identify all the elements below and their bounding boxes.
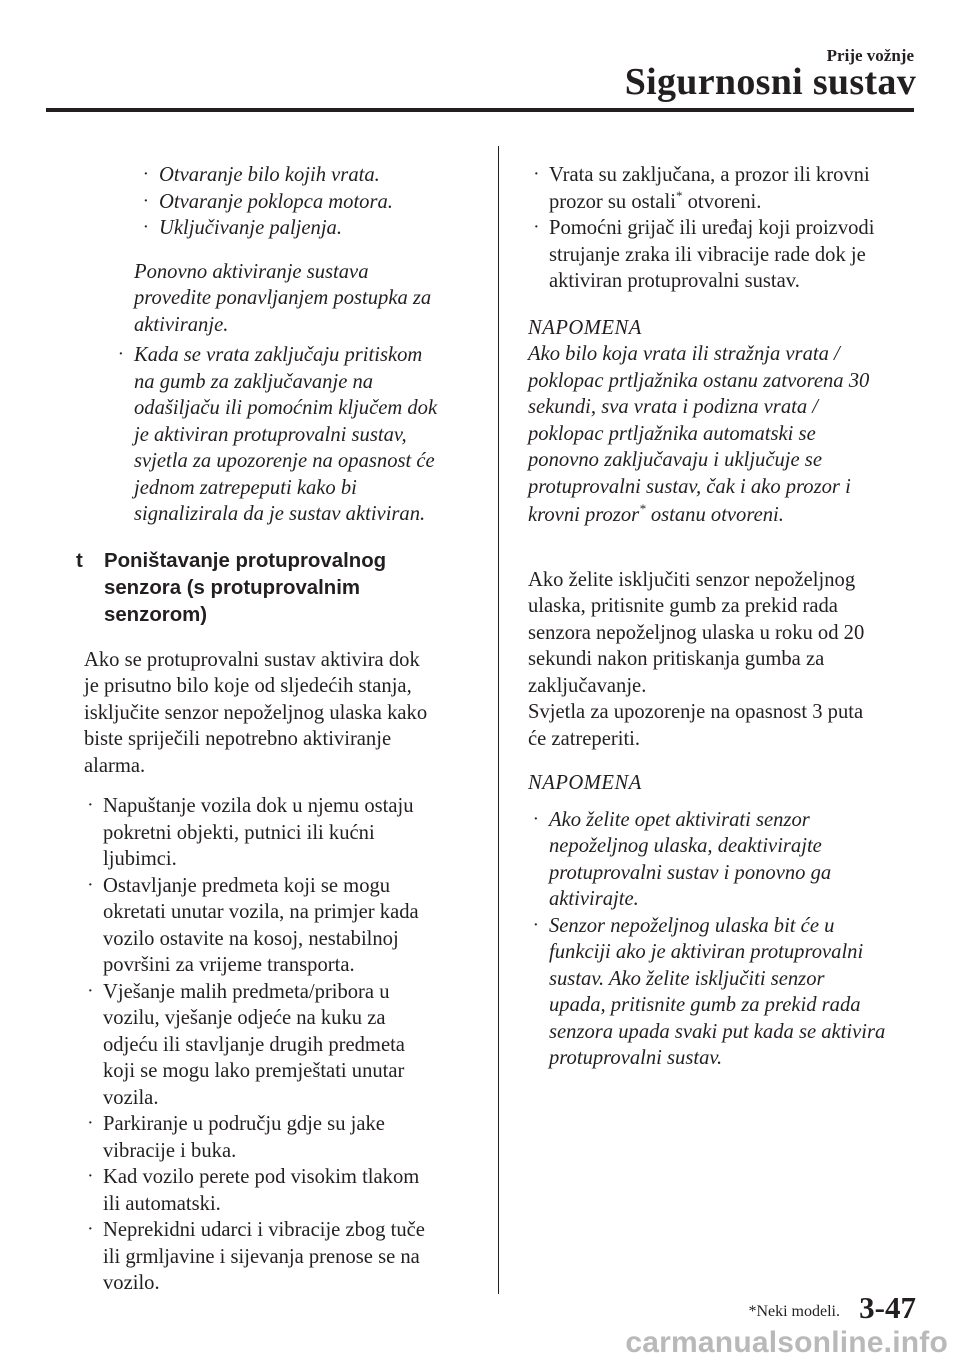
- text-line: Vješanje malih predmeta/pribora u: [103, 980, 390, 1003]
- text-line: ljubimci.: [103, 848, 177, 870]
- text-line: upada, pritisnite gumb za prekid rada: [549, 994, 861, 1016]
- right-column: [528, 162, 920, 1072]
- footnote-asterisk: *: [639, 501, 646, 517]
- text-line: aktiviranje.: [134, 313, 229, 336]
- list-item: [532, 807, 920, 913]
- bullet-icon: ·: [534, 917, 538, 933]
- text-line: provedite ponavljanjem postupka za: [134, 287, 432, 309]
- text-line: funkciji ako je aktiviran protuprovalni: [549, 941, 864, 963]
- list-item-text: Otvaranje bilo kojih vrata.: [159, 164, 380, 186]
- list-item: [532, 162, 920, 215]
- text-line: odjeću ili stavljanje drugih predmeta: [103, 1033, 405, 1056]
- intro-paragraph: [84, 647, 486, 780]
- text-line: Kad vozilo perete pod visokim tlakom: [103, 1166, 420, 1188]
- text-line: sustav. Ako želite isključiti senzor: [549, 967, 825, 990]
- text-fragment: otvoreni.: [682, 190, 762, 213]
- text-line: ponovno zaključavaju i uključuje se: [528, 449, 822, 471]
- text-line: Kada se vrata zaključaju pritiskom: [134, 344, 423, 366]
- text-line: aktiviran protuprovalni sustav.: [549, 270, 800, 292]
- text-line: koji se mogu lako premještati unutar: [103, 1060, 405, 1082]
- text-line: okretati unutar vozila, na primjer kada: [103, 901, 419, 923]
- list-item: [142, 215, 486, 242]
- conditions-list: [86, 793, 486, 1297]
- text-line: sekundi, sva vrata i podizna vrata /: [528, 396, 819, 418]
- text-line: ili automatski.: [103, 1192, 221, 1215]
- note-block: [528, 770, 920, 1072]
- text-line: protuprovalni sustav, čak i ako prozor i: [528, 475, 851, 498]
- footnote-asterisk: *: [675, 187, 683, 203]
- text-line: na gumb za zaključavanje na: [134, 370, 374, 393]
- text-line: Ponovno aktiviranje sustava: [134, 260, 369, 283]
- list-item: [86, 1111, 486, 1164]
- section-heading: [76, 548, 486, 629]
- text-fragment: prozor su ostali: [549, 190, 676, 213]
- text-line: Senzor nepoželjnog ulaska bit će u: [549, 914, 835, 937]
- bullet-icon: ·: [119, 347, 123, 362]
- list-item: [86, 873, 486, 979]
- text-line: zaključavanje.: [528, 674, 647, 697]
- heading-line: senzora (s protuprovalnim: [104, 576, 361, 599]
- text-line: ulaska, pritisnite gumb za prekid rada: [528, 595, 838, 617]
- conditions-list-continued: [532, 162, 920, 295]
- note-heading: NAPOMENA: [528, 772, 642, 794]
- text-line: Ostavljanje predmeta koji se mogu: [103, 874, 391, 897]
- header-rule: [46, 108, 914, 112]
- text-line: vibracije i buka.: [103, 1139, 237, 1162]
- text-line: protuprovalni sustav i ponovno ga: [549, 861, 832, 884]
- text-line: svjetla za upozorenje na opasnost će: [134, 450, 435, 472]
- section-marker-icon: t: [76, 549, 83, 572]
- instruction-paragraph: [528, 567, 920, 753]
- list-item: [532, 215, 920, 295]
- note-heading: NAPOMENA: [528, 316, 642, 339]
- note-block: [528, 315, 920, 529]
- text-line: protuprovalni sustav.: [549, 1047, 723, 1069]
- text-line: Ako se protuprovalni sustav aktivira dok: [84, 648, 420, 671]
- text-line: senzora nepoželjnog ulaska u roku od 20: [528, 621, 865, 644]
- text-line: će zatreperiti.: [528, 727, 641, 750]
- text-line: senzora upada svaki put kada se aktivira: [549, 1020, 886, 1043]
- bullet-icon: ·: [88, 1222, 93, 1237]
- text-line: [528, 502, 920, 529]
- text-line: odašiljaču ili pomoćnim ključem dok: [134, 397, 438, 419]
- text-line: nepoželjnog ulaska, deaktivirajte: [549, 835, 822, 857]
- heading-line: Poništavanje protuprovalnog: [104, 549, 387, 572]
- list-item-text: Otvaranje poklopca motora.: [159, 190, 393, 213]
- text-line: Napuštanje vozila dok u njemu ostaju: [103, 795, 414, 817]
- text-line: Ako želite isključiti senzor nepoželjnog: [528, 568, 856, 591]
- text-line: vozilu, vješanje odjeće na kuku za: [103, 1007, 386, 1029]
- bullet-icon: ·: [534, 167, 539, 182]
- note-bullet-list: [532, 807, 920, 1072]
- text-line: jednom zatrepериti kako bi: [134, 476, 357, 499]
- text-line: Ako želite opet aktivirati senzor: [549, 808, 810, 831]
- text-line: biste spriječili nepotrebno aktiviranje: [84, 728, 392, 750]
- bullet-icon: ·: [88, 1116, 93, 1131]
- bullet-icon: ·: [144, 193, 148, 209]
- text-line: Neprekidni udarci i vibracije zbog tuče: [103, 1219, 425, 1241]
- text-line: poklopac prtljažnika automatski se: [528, 422, 816, 445]
- footnote: *Neki modeli.: [748, 1303, 840, 1320]
- text-line: Svjetla za upozorenje na opasnost 3 puta: [528, 701, 864, 723]
- text-line: poklopac prtljažnika ostanu zatvorena 30: [528, 369, 870, 392]
- top-bullet-list: [142, 162, 486, 242]
- text-fragment: ostanu otvoreni.: [645, 504, 784, 526]
- list-item: [86, 1217, 486, 1297]
- list-item-text: Uključivanje paljenja.: [159, 217, 343, 239]
- bullet-icon: ·: [88, 877, 93, 893]
- list-item: [86, 979, 486, 1112]
- bullet-icon: ·: [88, 1169, 93, 1184]
- column-divider: [498, 146, 499, 1294]
- text-line: sekundi nakon pritiskanja gumba za: [528, 648, 825, 670]
- text-line: ili grmljavine i sijevanja prenose se na: [103, 1245, 420, 1268]
- list-item: [86, 793, 486, 873]
- bullet-icon: ·: [534, 811, 538, 827]
- text-line: pokretni objekti, putnici ili kućni: [103, 821, 375, 844]
- text-line: [549, 189, 920, 216]
- text-line: Ako bilo koja vrata ili stražnja vrata /: [528, 343, 840, 365]
- page-title: Sigurnosni sustav: [624, 61, 916, 103]
- text-line: je prisutno bilo koje od sljedećih stanja,: [84, 675, 412, 697]
- bullet-icon: ·: [144, 220, 148, 235]
- section-title: Prije vožnje: [826, 46, 914, 65]
- bullet-icon: ·: [144, 167, 148, 182]
- bullet-icon: ·: [534, 220, 539, 235]
- text-line: Pomoćni grijač ili uređaj koji proizvodi: [549, 217, 875, 239]
- bullet-icon: ·: [88, 983, 93, 999]
- list-item: [142, 189, 486, 216]
- text-line: alarma.: [84, 754, 146, 777]
- text-line: Vrata su zaključana, a prozor ili krovni: [549, 164, 870, 186]
- heading-line: senzorom): [104, 603, 208, 626]
- list-item: [532, 913, 920, 1072]
- text-line: signalizirala da je sustav aktiviran.: [134, 503, 426, 525]
- text-line: je aktiviran protuprovalni sustav,: [134, 423, 407, 446]
- text-line: vozila.: [103, 1086, 159, 1109]
- text-line: strujanje zraka ili vibracije rade dok je: [549, 243, 866, 266]
- text-line: Parkiranje u području gdje su jake: [103, 1113, 385, 1135]
- list-item: [86, 1164, 486, 1217]
- text-fragment: krovni prozor: [528, 504, 640, 526]
- bullet-icon: ·: [88, 798, 93, 813]
- text-line: vozilo.: [103, 1272, 160, 1294]
- text-line: aktivirajte.: [549, 888, 639, 910]
- list-item: [142, 162, 486, 189]
- text-line: površini za vrijeme transporta.: [103, 954, 355, 976]
- left-column: [76, 162, 486, 1297]
- text-line: isključite senzor nepoželjnog ulaska kako: [84, 701, 428, 724]
- lock-signal-bullet: [117, 342, 486, 528]
- page-number: 3-47: [859, 1290, 916, 1325]
- text-line: vozilo ostavite na kosoj, nestabilnoj: [103, 927, 399, 950]
- reactivation-text: [134, 259, 486, 339]
- watermark: carmanualsonline.info: [625, 1326, 948, 1359]
